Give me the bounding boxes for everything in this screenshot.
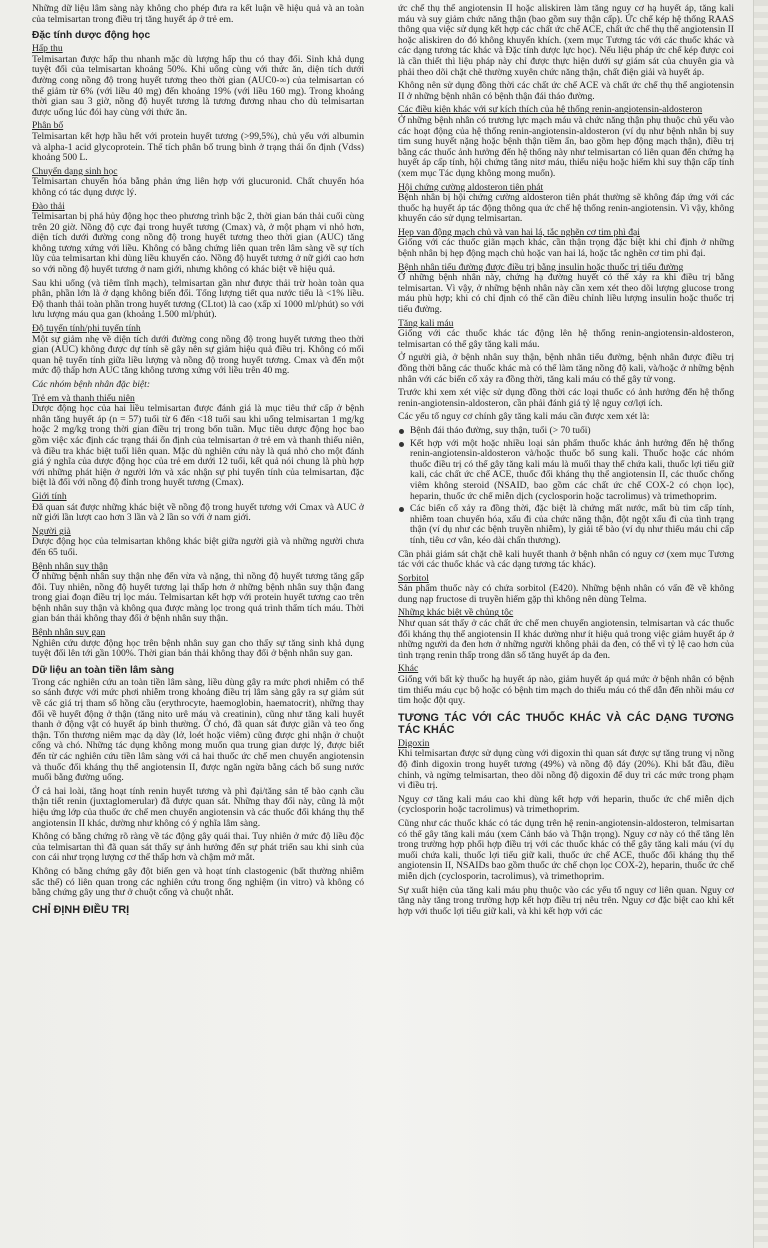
hepatic-title: Bệnh nhân suy gan bbox=[32, 627, 106, 639]
hyperkalemia-text-1: Giống với các thuốc khác tác động lên hệ thống renin-angiotensin-aldosteron, telmisartan có thể gây tăng kali máu. bbox=[398, 328, 734, 350]
other-raas-text: Ở những bệnh nhân có trương lực mạch máu và chức năng thận phụ thuộc chủ yếu vào các hoạt động của hệ thống renin-angiotensin-aldosteron (ví dụ như bệnh nhân bị suy tim sung huyết nặng hoặc bệnh thận tiềm ẩn, bao gồm hẹp động mạch thận), điều trị bằng các thuốc ảnh hưởng đến hệ thống này như telmisartan có liên quan đến chứng hạ huyết áp cấp tính, hội chứng tăng nitơ máu, thiểu niệu hoặc hiếm khi suy thận cấp tính (xem mục Tác dụng không mong muốn). bbox=[398, 114, 734, 179]
intro-paragraph: Những dữ liệu lâm sàng này không cho phép đưa ra kết luận về hiệu quả và an toàn của telmisartan trong điều trị tăng huyết áp ở trẻ em. bbox=[32, 4, 364, 25]
elderly-title: Người già bbox=[32, 525, 71, 537]
raas-text-2: Không nên sử dụng đồng thời các chất ức chế ACE và chất ức chế thụ thể angiotensin II ở những bệnh nhân có bệnh thận đái tháo đường. bbox=[398, 80, 734, 102]
interaction-heading: TƯƠNG TÁC VỚI CÁC THUỐC KHÁC VÀ CÁC DẠNG TƯƠNG TÁC KHÁC bbox=[398, 711, 734, 736]
hyperkalemia-occurrence-text: Sự xuất hiện của tăng kali máu phụ thuộc vào các yếu tố nguy cơ liên quan. Nguy cơ tăng này tăng trong trường hợp kết hợp điều trị nêu trên. Nguy cơ đặc biệt cao khi kết hợp với thuốc lợi tiểu giữ kali, và khi kết hợp với các bbox=[398, 884, 734, 917]
absorption-title: Hấp thu bbox=[32, 43, 63, 55]
right-column bbox=[398, 4, 734, 1248]
hyperkalemia-title: Tăng kali máu bbox=[398, 317, 454, 329]
absorption-text: Telmisartan được hấp thu nhanh mặc dù lượng hấp thu có thay đổi. Sinh khả dụng tuyệt đối của telmisartan khoảng 50%. Khi uống cùng với thức ăn, diện tích dưới đường cong nồng độ trong huyết tương theo thời gian (AUC0-∞) của telmisartan có thể giảm từ 6% (với liều 40 mg) đến khoảng 19% (với liều 160 mg). Trong khoảng thời gian sau 3 giờ, nồng độ huyết tương là tương đương nhau cho dù telmisartan được uống lúc đói hay cùng với thức ăn. bbox=[32, 53, 364, 118]
risk-list bbox=[398, 426, 734, 547]
safety-text-2: Ở cả hai loài, tăng hoạt tính renin huyết tương và phì đại/tăng sản tế bào cạnh cầu thận tiết renin (juxtaglomerular) đã được quan sát. Những thay đổi này, cũng là một hiệu ứng lớp của thuốc ức chế men chuyển angiotensin và các thuốc đối kháng thụ thể angiotensin II khác, dường như không có ý nghĩa lâm sàng. bbox=[32, 785, 364, 829]
safety-heading: Dữ liệu an toàn tiền lâm sàng bbox=[32, 664, 175, 676]
risk-monitor-text: Cần phải giám sát chặt chẽ kali huyết thanh ở bệnh nhân có nguy cơ (xem mục Tương tác với các thuốc khác và các dạng tương tác khác). bbox=[398, 548, 734, 571]
risk-item: Bệnh đái tháo đường, suy thận, tuổi (> 70 tuổi) bbox=[410, 426, 734, 437]
gender-text: Đã quan sát được những khác biệt về nồng độ trong huyết tương với Cmax và AUC ở nữ giới lần lượt cao hơn 3 lần và 2 lần so với ở nam giới. bbox=[32, 501, 364, 524]
distribution-text: Telmisartan kết hợp hầu hết với protein huyết tương (>99,5%), chủ yếu với albumin và alpha-1 acid glycoprotein. Thể tích phân bố trung bình ở trạng thái ổn định (Vdss) khoảng 500 L. bbox=[32, 130, 364, 164]
other-text: Giống với bất kỳ thuốc hạ huyết áp nào, giảm huyết áp quá mức ở bệnh nhân có bệnh tim thiếu máu cục bộ hoặc có bệnh tim mạch do thiếu máu có thể dẫn đến nhồi máu cơ tim hoặc đột quỵ. bbox=[398, 674, 734, 707]
hyperkalemia-text-2: Ở người già, ở bệnh nhân suy thận, bệnh nhân tiểu đường, bệnh nhân được điều trị đồng thời bằng các thuốc khác mà có thể làm tăng nồng độ kali, và/hoặc ở những bệnh nhân với các biến cố xảy ra đồng thời, tăng kali máu có thể gây tử vong. bbox=[398, 352, 734, 385]
elderly-text: Dược động học của telmisartan không khác biệt giữa người già và những người chưa đến 65 tuổi. bbox=[32, 536, 364, 558]
elimination-title: Đào thải bbox=[32, 200, 65, 212]
linearity-text: Một sự giảm nhẹ về diện tích dưới đường cong nồng độ trong huyết tương theo thời gian (AUC) không được dự tính sẽ gây nên sự giảm hiệu quả điều trị. Không có mối quan hệ tuyến tính giữa liều lượng và nồng độ trong huyết tương. Cmax và đến một mức độ thấp hơn AUC tăng không tương xứng với liều trên 40 mg. bbox=[32, 333, 364, 377]
special-populations-title: Các nhóm bệnh nhân đặc biệt: bbox=[32, 379, 151, 390]
hyperkalemia-like-text: Cũng như các thuốc khác có tác dụng trên hệ renin-angiotensin-aldosteron, telmisartan có thể gây tăng kali máu (xem Cảnh báo và Thận trọng). Nguy cơ này có thể tăng lên trong trường hợp phối hợp điều trị với các thuốc khác có thể gây tăng kali máu (ví dụ muối chứa kali, thuốc lợi tiểu giữ kali, thuốc ức chế ACE, thuốc đối kháng thụ thể angiotensin II, NSAIDs bao gồm thuốc ức chế chọn lọc COX-2), heparin, thuốc ức chế miễn dịch (cyclosporin, tacrolimus), và trimethoprim. bbox=[398, 817, 734, 882]
renal-title: Bệnh nhân suy thận bbox=[32, 560, 108, 572]
distribution-title: Phân bố bbox=[32, 120, 64, 132]
stenosis-title: Hẹp van động mạch chủ và van hai lá, tắc nghẽn cơ tim phì đại bbox=[398, 226, 640, 238]
elimination-text-2: Sau khi uống (và tiêm tĩnh mạch), telmisartan gần như được thải trừ hoàn toàn qua phân, phần lớn là ở dạng không biến đổi. Tổng lượng tiết qua nước tiểu là <1% liều. Độ thanh thải toàn phần trong huyết tương (CLtot) là cao (xấp xỉ 1000 ml/phút) so với lưu lượng máu qua gan (khoảng 1.500 ml/phút). bbox=[32, 277, 364, 321]
digoxin-text: Khi telmisartan được sử dụng cùng với digoxin thì quan sát được sự tăng trung vị nồng độ đỉnh digoxin trong huyết tương (49%) và nồng độ đáy (20%). Khi bắt đầu, điều chỉnh, và ngừng telmisartan, theo dõi nồng độ digoxin để duy trì các mức trong phạm vi điều trị. bbox=[398, 748, 734, 792]
left-column bbox=[32, 4, 364, 1248]
safety-text-4: Không có bằng chứng gây đột biến gen và hoạt tính clastogenic (bất thường nhiễm sắc thể) có liên quan trong các nghiên cứu trong ống nghiệm (in vitro) và không có bằng chứng gây ung thư ở chuột cống và chuột nhắt. bbox=[32, 865, 364, 899]
hyperkalemia-text-3: Trước khi xem xét việc sử dụng đồng thời các loại thuốc có ảnh hưởng đến hệ thống renin-angiotensin-aldosteron, cần phải đánh giá tỷ lệ nguy cơ/lợi ích. bbox=[398, 387, 734, 409]
sorbitol-text: Sản phẩm thuốc này có chứa sorbitol (E420). Những bệnh nhân có vấn đề về không dung nạp fructose di truyền hiếm gặp thì không nên dùng Telma. bbox=[398, 583, 734, 605]
sorbitol-title: Sorbitol bbox=[398, 572, 429, 584]
other-raas-title: Các điều kiện khác với sự kích thích của hệ thống renin-angiotensin-aldosteron bbox=[398, 104, 703, 116]
linearity-title: Độ tuyến tính/phi tuyến tính bbox=[32, 323, 141, 335]
digoxin-title: Digoxin bbox=[398, 737, 430, 749]
ethnic-title: Những khác biệt về chủng tộc bbox=[398, 607, 514, 619]
pk-heading: Đặc tính dược động học bbox=[32, 30, 151, 42]
safety-text-3: Không có bằng chứng rõ ràng về tác động gây quái thai. Tuy nhiên ở mức độ liều độc của telmisartan thì đã quan sát thấy sự ảnh hưởng đến sự phát triển sau khi sinh của con cái như trọng lượng cơ thể thấp hơn và chậm mở mắt. bbox=[32, 831, 364, 864]
metabolism-text: Telmisartan chuyển hóa bằng phản ứng liên hợp với glucuronid. Chất chuyển hóa không có tác dụng dược lý. bbox=[32, 176, 364, 198]
risk-item: Các biến cố xảy ra đồng thời, đặc biệt là chứng mất nước, mất bù tim cấp tính, nhiễm toan chuyển hóa, xấu đi của chức năng thận, đột ngột xấu đi của tình trạng thận (ví dụ như các bệnh truyền nhiễm), ly giải tế bào (ví dụ như thiếu máu chi cấp tính, tiêu cơ vân, kéo dài chấn thương). bbox=[410, 503, 734, 546]
safety-text-1: Trong các nghiên cứu an toàn tiền lâm sàng, liều dùng gây ra mức phơi nhiễm có thể so sánh được với mức phơi nhiễm trong khoảng điều trị lâm sàng gây ra sự giảm sút về các giá trị tham số hồng cầu (erythrocyte, haemoglobin, haematocrit), những thay đổi về huyết động ở thận (tăng nito urê máu và creatinin), cũng như tăng kali huyết thanh ở động vật có huyết áp bình thường. Ở chó, đã quan sát được giãn và teo ống thận. Tổn thương niêm mạc dạ dày (lở, loét hoặc viêm) cũng được ghi nhận ở chuột cống và chó. Những tác dụng không mong muốn qua trung gian dược lý, được biết đến từ các nghiên cứu tiền lâm sàng với cả hai thuốc ức chế men chuyển angiotensin và thuốc đối kháng thụ thể angiotensin II, được ngăn ngừa bằng cách bổ sung nước muối bằng đường uống. bbox=[32, 676, 364, 784]
raas-text: ức chế thụ thể angiotensin II hoặc aliskiren làm tăng nguy cơ hạ huyết áp, tăng kali máu và suy giảm chức năng thận (bao gồm suy thận cấp). Ức chế kép hệ thống RAAS thông qua việc sử dụng kết hợp các chất ức chế ACE, chất ức chế thụ thể angiotensin II hoặc aliskiren do đó không khuyến khích. (xem mục Tương tác với các thuốc khác và các dạng tương tác khác và Đặc tính dược lực học). Nếu liệu pháp ức chế kép được coi là cần thiết thì liệu pháp này chỉ được thực hiện dưới sự giám sát của chuyên gia và phải theo dõi chặt chẽ thường xuyên chức năng thận, chất điện giải và huyết áp. bbox=[398, 4, 734, 78]
diabetic-title: Bệnh nhân tiểu đường được điều trị bằng insulin hoặc thuốc trị tiểu đường bbox=[398, 261, 684, 273]
risk-intro: Các yếu tố nguy cơ chính gây tăng kali máu cần được xem xét là: bbox=[398, 411, 650, 423]
aldosteronism-title: Hội chứng cường aldosteron tiên phát bbox=[398, 181, 544, 193]
stenosis-text: Giống với các thuốc giãn mạch khác, cần thận trọng đặc biệt khi chỉ định ở những bệnh nhân bị hẹp động mạch chủ hoặc van hai lá, hoặc tắc nghẽn cơ tim phì đại. bbox=[398, 237, 734, 260]
ethnic-text: Như quan sát thấy ở các chất ức chế men chuyển angiotensin, telmisartan và các thuốc đối kháng thụ thể angiotensin II khác dường như ít hiệu quả trong việc giảm huyết áp ở những người da đen hơn ở những người không phải da đen, có thể vì tỷ lệ cao hơn của tình trạng renin thấp trong dân số tăng huyết áp da đen. bbox=[398, 618, 734, 661]
paper-edge bbox=[753, 0, 768, 1248]
elimination-text-1: Telmisartan bị phá hủy động học theo phương trình bậc 2, thời gian bán thải cuối cùng trên 20 giờ. Nồng độ cực đại trong huyết tương (Cmax) và, ở một phạm vi nhỏ hơn, diện tích dưới đường cong nồng độ trong huyết tương theo thời gian (AUC) tăng không tương xứng với liều. Không có bằng chứng liên quan trên lâm sàng về sự tích lũy của telmisartan khi dùng liều khuyến cáo. Nồng độ huyết tương ở nữ giới cao hơn so với nồng độ huyết tương ở nam giới, nhưng không có khác biệt về hiệu quả. bbox=[32, 211, 364, 276]
diabetic-text: Ở những bệnh nhân này, chứng hạ đường huyết có thể xảy ra khi điều trị bằng telmisartan. Vì vậy, ở những bệnh nhân này cần xem xét theo dõi lượng glucose trong máu phù hợp; khi có chỉ định có thể cần điều chỉnh liều lượng insulin hoặc thuốc trị tiểu đường. bbox=[398, 272, 734, 316]
hepatic-text: Nghiên cứu dược động học trên bệnh nhân suy gan cho thấy sự tăng sinh khả dụng tuyệt đối lên tới gần 100%. Thời gian bán thải không thay đổi ở bệnh nhân suy gan. bbox=[32, 637, 364, 660]
pediatric-title: Trẻ em và thanh thiếu niên bbox=[32, 392, 135, 404]
risk-item: Kết hợp với một hoặc nhiều loại sản phẩm thuốc khác ảnh hưởng đến hệ thống renin-angiotensin-aldosteron và/hoặc thuốc bổ sung kali. Thuốc hoặc các nhóm thuốc điều trị có thể gây tăng kali máu là muối thay thế chứa kali, thuốc lợi tiểu giữ kali, các chất ức chế ACE, thuốc đối kháng thụ thể angiotensin II, các thuốc chống viêm không steroid (NSAID, bao gồm các chất ức chế COX-2 có chọn lọc), heparin, thuốc ức chế miễn dịch (cyclosporin hoặc tacrolimus) và trimethoprim. bbox=[410, 437, 734, 502]
renal-text: Ở những bệnh nhân suy thận nhẹ đến vừa và nặng, thì nồng độ huyết tương tăng gấp đôi. Tuy nhiên, nồng độ huyết tương lại thấp hơn ở những bệnh nhân suy thận đang trong giai đoạn điều trị lọc máu. Telmisartan kết hợp với protein huyết tương cao trên bệnh nhân suy thận và không qua được màng lọc trong quá trình thẩm tích máu. Thời gian bán thải không thay đổi ở bệnh nhân suy thận. bbox=[32, 571, 364, 625]
metabolism-title: Chuyển dạng sinh học bbox=[32, 165, 118, 177]
other-title: Khác bbox=[398, 663, 419, 675]
indication-heading: CHỈ ĐỊNH ĐIỀU TRỊ bbox=[32, 903, 130, 916]
pediatric-text: Dược động học của hai liều telmisartan được đánh giá là mục tiêu thứ cấp ở bệnh nhân tăng huyết áp (n = 57) tuổi từ 6 đến <18 tuổi sau khi uống telmisartan 1 mg/kg hoặc 2 mg/kg trong thời gian điều trị trong bốn tuần. Mục tiêu dược động học bao gồm việc xác định các trạng thái ổn định của telmisartan ở trẻ em và thanh thiếu niên, và điều tra khác biệt tuổi liên quan. Mặc dù nghiên cứu này là quá nhỏ cho một đánh giá ý nghĩa của dược động học của trẻ em dưới 12 tuổi, kết quả nói chung là phù hợp với những phát hiện ở người lớn và xác nhận sự phi tuyến tính của telmisartan, đặc biệt là đối với nồng độ đỉnh trong huyết tương (Cmax). bbox=[32, 403, 364, 489]
hyperkalemia-risk-text: Nguy cơ tăng kali máu cao khi dùng kết hợp với heparin, thuốc ức chế miễn dịch (cyclosporin hoặc tacrolimus) và trimethoprim. bbox=[398, 793, 734, 816]
aldosteronism-text: Bệnh nhân bị hội chứng cường aldosteron tiên phát thường sẽ không đáp ứng với các thuốc hạ huyết áp tác động thông qua ức chế hệ thống renin-angiotensin. Vì vậy, không khuyến cáo sử dụng telmisartan. bbox=[398, 192, 734, 225]
gender-title: Giới tính bbox=[32, 490, 67, 502]
